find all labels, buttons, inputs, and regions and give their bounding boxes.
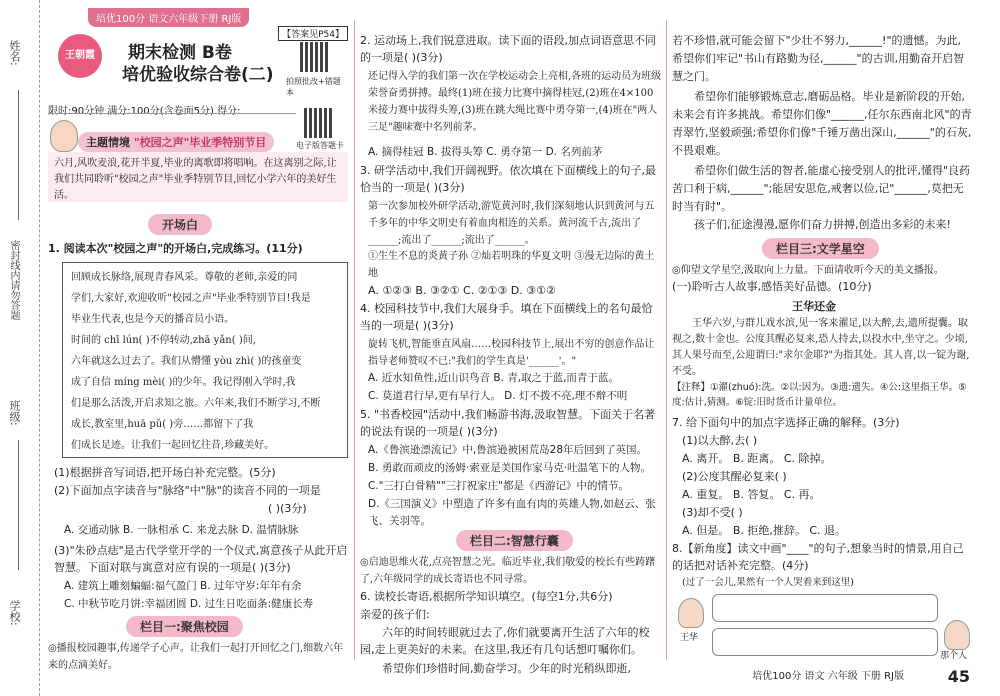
binding-margin	[0, 0, 40, 696]
q1-2-options: A. 交通动脉 B. 一脉相承 C. 来龙去脉 D. 温情脉脉	[64, 524, 299, 536]
answer-box-person[interactable]	[712, 628, 938, 656]
page-footer: 培优100分 语文 六年级 下册 RJ版	[752, 671, 904, 682]
passage-line: 六年就这么过去了。我们从懵懂 yòu zhì( )的孩童变	[71, 356, 302, 367]
q2-text: 还记得入学的我们第一次在学校运动会上亮相,各班的运动员为班级荣誉奋勇拼搏。最终(1)班在接力比赛中摘得桂冠,(2)班在4×100米接力赛中拔得头筹,(3)班在跳大绳比赛中勇夺第一,(4)班在"两人三足"趣味赛中名列前茅。	[368, 71, 662, 133]
q4-text: 旋转飞机,智能垂直风扇……校园科技节上,展出不穷的创意作品让指导老师赞叹不已:"我们的学生真是'______'。"	[368, 339, 655, 367]
q1-title	[48, 240, 303, 257]
q7-1-options: A. 离开。 B. 距离。 C. 除掉。	[682, 452, 832, 465]
q7-1: (1)以大醉,去( )	[682, 434, 758, 447]
section-opening: 开场白	[148, 214, 212, 235]
passage-line: 回顾成长脉络,展现青春风采。尊敬的老师,亲爱的同	[71, 272, 298, 283]
letter-paragraph: 孩子们,征途漫漫,愿你们奋力拼搏,创造出多彩的未来!	[694, 218, 951, 231]
q3-text: 第一次参加校外研学活动,游览黄河时,我们深刻地认识到黄河与五千多年的中华文明史有着血肉相连的关系。黄河流千古,流出了______;流出了______;流出了______。	[368, 201, 655, 246]
story-notes: 【注释】①濯(zhuó):洗。②以:因为。③遗:遗失。④公:这里指王华。⑤度:估计,猜测。⑥锭:旧时货币计量单位。	[672, 382, 967, 408]
passage-line: 学们,大家好,欢迎收听"校园之声"毕业季特别节目!我是	[71, 293, 311, 304]
q7: 7. 给下面句中的加点字选择正确的解释。(3分)	[672, 416, 900, 429]
name-label: 姓名:	[8, 40, 21, 66]
divider-line	[48, 113, 296, 114]
passage-line: 成了自信 míng mèi( )的少年。我记得刚入学时,我	[71, 377, 296, 388]
q1-3: (3)"朱砂点痣"是古代学堂开学的一个仪式,寓意孩子从此开启智慧。下面对联与寓意对应有误的一项是( )(3分)	[54, 544, 348, 574]
qr-code-icon[interactable]	[300, 42, 330, 72]
q8: 8.【新角度】读文中画"____"的句子,想象当时的情景,用自己的话把对话补充完整。(4分)	[672, 542, 964, 572]
intro-box: 六月,风吹麦浪,花开半夏,毕业的离歌即将唱响。在这离别之际,让我们共同聆听"校园之声"毕业季特别节目,回忆小学六年的美好生活。	[48, 152, 348, 202]
q1-3-option: A. 建筑上雕刻蝙蝠:福气盈门 B. 过年守岁:年年有余	[64, 580, 302, 592]
q5-option: B. 勇敢而顽皮的汤姆·索亚是美国作家马克·吐温笔下的人物。	[368, 462, 652, 474]
q4-option: A. 近水知鱼性,近山识鸟音 B. 青,取之于蓝,而青于蓝。	[368, 372, 619, 384]
person-b-label: 那个人	[940, 651, 968, 661]
q6: 6. 读校长寄语,根据所学知识填空。(每空1分,共6分)	[360, 590, 613, 603]
passage-line: 时间的 chī lún( )不停转动,zhā yǎn( )间,	[71, 335, 256, 346]
q2: 2. 运动场上,我们锐意进取。读下面的语段,加点词语意思不同的一项是( )(3分)	[360, 34, 656, 64]
story-title: 王华还金	[792, 300, 836, 313]
class-line	[18, 440, 19, 570]
exam-subtitle: 培优验收综合卷(二)	[122, 65, 274, 85]
column-3	[672, 8, 972, 688]
column-divider	[354, 20, 355, 660]
section-2: 栏目二:智慧行囊	[456, 530, 573, 551]
q1-1: (1)根据拼音写词语,把开场白补充完整。(5分)	[54, 466, 276, 479]
section-3-intro: ◎仰望文学星空,汲取向上力量。下面请收听今天的美文播报。	[672, 265, 944, 276]
q1-2: (2)下面加点字读音与"脉络"中"脉"的读音不同的一项是	[54, 484, 321, 497]
exam-info: 限时:90分钟 满分:100分(含卷面5分) 得分:	[48, 106, 241, 117]
q6-paragraph: 六年的时间转眼就过去了,你们就要离开生活了六年的校园,走上更美好的未来。在这里,我还有几句话想叮嘱你们。	[360, 626, 650, 656]
girl-illustration-icon	[50, 120, 78, 152]
q3-items: ①生生不息的炎黄子孙 ②灿若明珠的华夏文明 ③漫无边际的黄土地	[368, 251, 655, 279]
qr-code-icon[interactable]	[304, 108, 334, 138]
passage-line: 们是那么活泼,开启求知之旅。六年来,我们不断学习,不断	[71, 398, 321, 409]
letter-paragraph: 希望你们做生活的智者,能虚心接受别人的批评,懂得"良药苦口利于病,______";能居安思危,戒奢以俭,记"______,莫把无时当有时"。	[672, 164, 971, 213]
theme-banner	[78, 132, 274, 152]
q5-option: D.《三国演义》中塑造了许多有血有肉的英雄人物,如赵云、张飞、关羽等。	[368, 498, 656, 527]
wanghua-avatar-icon	[678, 598, 704, 628]
story-text: 王华六岁,与群儿戏水滨,见一客来濯足,以大醉,去,遗所提囊。取视之,数十金也。公度其醒必复来,恐人持去,以投水中,坐守之。少顷,其人果号而至,公迎谓曰:"求尔金耶?"为指其处。其人喜,以一锭为谢,不受。	[672, 318, 970, 377]
answer-box-wanghua[interactable]	[712, 594, 938, 622]
q1-2-answer[interactable]: ( )(3分)	[268, 502, 307, 515]
passage-line: 成长,教室里,huā pǔ( )旁……都留下了我	[71, 419, 254, 430]
q5: 5. "书香校园"活动中,我们畅游书海,汲取智慧。下面关于名著的说法有误的一项是( )(3分)	[360, 408, 656, 438]
qr-label: 拍照批改+错题本	[286, 77, 341, 97]
q1-3-option: C. 中秋节吃月饼:幸福团圆 D. 过生日吃面条:健康长寿	[64, 598, 314, 610]
q7-2: (2)公度其醒必复来( )	[682, 470, 787, 483]
q5-option: A.《鲁滨逊漂流记》中,鲁滨逊被困荒岛28年后回到了英国。	[368, 444, 648, 456]
column-1	[48, 8, 348, 688]
passage-line: 毕业生代表,也是今天的播音员小语。	[71, 314, 235, 325]
theme-text: "校园之声"毕业季特别节目	[133, 136, 267, 149]
column-2	[360, 8, 662, 688]
opening-passage	[62, 262, 348, 458]
q6-paragraph: 希望你们珍惜时间,勤奋学习。少年的时光稍纵即逝,	[382, 662, 631, 675]
answer-reference: 【答案见P54】	[278, 26, 348, 41]
person-a-label: 王华	[680, 633, 699, 643]
q1-text: 1. 阅读本次"校园之声"的开场白,完成练习。(11分)	[48, 242, 303, 255]
brand-logo: 王朝霞	[58, 34, 102, 78]
q4-option: C. 莫道君行早,更有早行人。 D. 灯不拨不亮,理不辩不明	[368, 390, 628, 402]
exam-title: 期末检测 B卷	[128, 43, 232, 63]
passage-line: 们成长足迹。让我们一起回忆往昔,珍藏美好。	[71, 440, 275, 451]
page-number: 45	[947, 667, 970, 686]
q4: 4. 校园科技节中,我们大展身手。填在下面横线上的名句最恰当的一项是( )(3分)	[360, 302, 653, 332]
top-bar: 培优100分 语文六年级下册 RJ版	[88, 8, 249, 27]
qr-label: 电子版答题卡	[296, 141, 344, 150]
section-3-sub: (一)聆听古人故事,感悟美好品德。(10分)	[672, 280, 872, 293]
school-label: 学校:	[8, 600, 21, 626]
section-2-intro: ◎启迪思维火花,点亮智慧之光。临近毕业,我们敬爱的校长有些踌躇了,六年级同学的成长寄语也不同寻常。	[360, 557, 656, 585]
q7-2-options: A. 重复。 B. 答复。 C. 再。	[682, 488, 821, 501]
letter-paragraph: 若不珍惜,就可能会留下"少壮不努力,______!"的遗憾。为此,希望你们牢记"书山有路勤为径,______"的古训,用勤奋开启智慧之门。	[672, 34, 965, 83]
theme-prefix: 主题情境	[86, 136, 130, 149]
section-3: 栏目三:文学星空	[762, 238, 879, 259]
section-1-intro: ◎播报校园趣事,传递学子心声。让我们一起打开回忆之门,细数六年来的点滴美好。	[48, 643, 344, 671]
q6-greeting: 亲爱的孩子们:	[360, 608, 430, 621]
seal-label: 密封线内请勿答题	[8, 240, 19, 320]
q7-3: (3)却不受( )	[682, 506, 743, 519]
class-label: 班级:	[8, 400, 21, 426]
letter-paragraph: 希望你们能够锻炼意志,磨砺品格。毕业是新阶段的开始,未来会有许多挑战。希望你们像"______,任尔东西南北风"的青青翠竹,坚毅顽强;希望你们像"千锤万凿出深山,______"的石灰,不畏艰难。	[672, 90, 972, 157]
section-1: 栏目一:聚焦校园	[126, 616, 243, 637]
q8-hint: (过了一会儿,果然有一个人哭着来到这里)	[682, 577, 854, 588]
q3: 3. 研学活动中,我们开阔视野。依次填在下面横线上的句子,最恰当的一项是( )(3分)	[360, 164, 656, 194]
column-divider	[666, 20, 667, 660]
person-avatar-icon	[944, 620, 970, 650]
q5-option: C."三打白骨精""三打祝家庄"都是《西游记》中的情节。	[368, 480, 629, 492]
q3-options: A. ①②③ B. ③②① C. ②①③ D. ③①②	[368, 284, 556, 297]
name-line	[18, 90, 19, 220]
q2-options: A. 摘得桂冠 B. 拔得头筹 C. 勇夺第一 D. 名列前茅	[368, 146, 603, 158]
q7-3-options: A. 但是。 B. 拒绝,推辞。 C. 退。	[682, 524, 847, 537]
